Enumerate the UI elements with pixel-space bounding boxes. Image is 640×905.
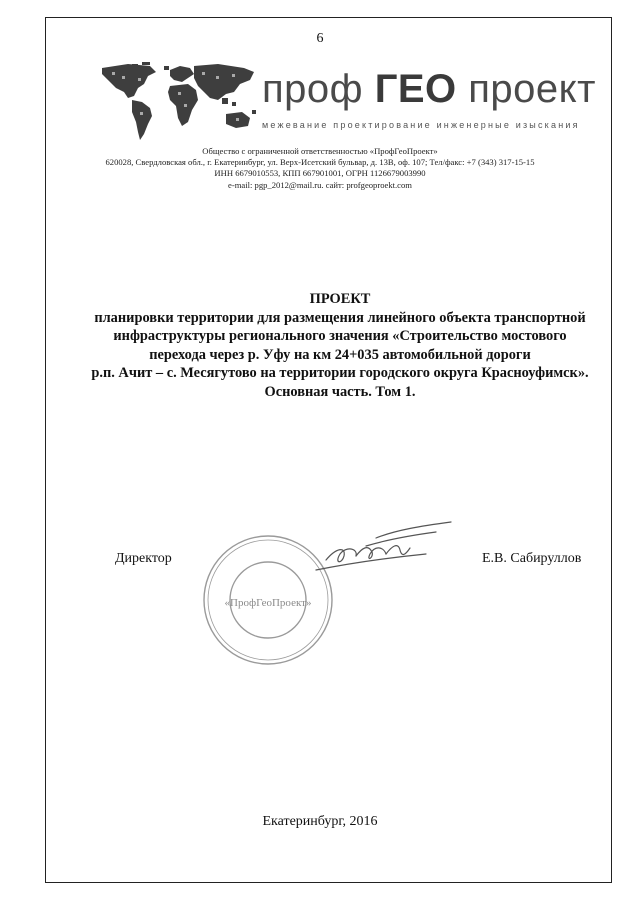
document-title [60,290,620,401]
title-line: Основная часть. Том 1. [264,383,416,400]
brand-part-1: проф [262,67,375,111]
company-name: Общество с ограниченной ответственностью «ПрофГеоПроект» [202,146,438,156]
city-year: Екатеринбург, 2016 [262,814,378,829]
title-line: р.п. Ачит – с. Месягутово на территории городского округа Красноуфимск». [91,365,589,381]
world-map-logo [98,62,258,142]
brand-part-3: проект [456,67,596,111]
page-number: 6 [316,31,324,46]
brand-part-geo: ГЕО [374,67,457,111]
signature-position: Директор [115,551,172,566]
company-details [0,146,640,191]
brand-tagline: межевание проектирование инженерные изыскания [262,120,580,130]
title-line: планировки территории для размещения линейного объекта транспортной [94,309,586,326]
brand-name [262,67,596,112]
seal-center-text: «ПрофГеоПроект» [224,597,312,609]
title-line: ПРОЕКТ [309,291,371,307]
company-address: 620028, Свердловская обл., г. Екатеринбург, ул. Верх-Исетский бульвар, д. 13В, оф. 107; Тел/факс: +7 (343) 317-15-15 [105,157,535,168]
title-line: инфраструктуры регионального значения «Строительство мостового [113,328,567,344]
director-signature [306,518,456,578]
company-registration: ИНН 6679010553, КПП 667901001, ОГРН 1126679003990 [214,168,426,179]
signature-name: Е.В. Сабируллов [482,551,582,566]
title-line: перехода через р. Уфу на км 24+035 автомобильной дороги [149,346,531,363]
company-contacts: e-mail: pgp_2012@mail.ru. сайт: profgeoproekt.com [228,179,412,190]
